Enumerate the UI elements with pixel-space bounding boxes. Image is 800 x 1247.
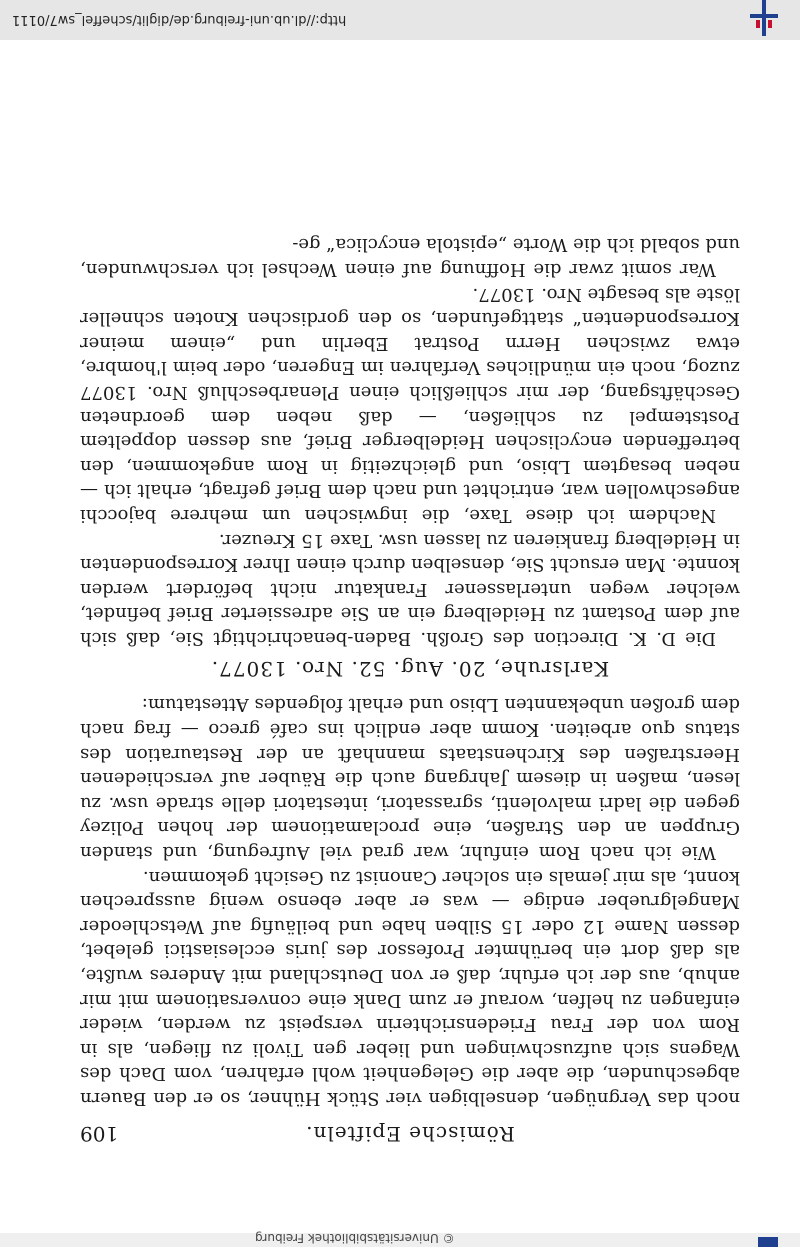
paragraph: Wie ich nach Rom einfuhr, war grad viel Aufregung, und standen Gruppen an den Straßen, eine proclamationem der hohen Polizey gegen die ladri malvolenti, sgrassatori, intestatori delle strade usw. zu lesen, maßen in diesem Jahrgang auch die Räuber auf verschiedenen Heerstraßen des Kirchenstaats mannhaft an der Restauration des status quo arbeiten. Komm aber endlich ins café greco — frag nach dem großen unbekannten Lbiso und erhalt folgendes Attestatum: xyxy=(80,694,740,864)
library-logo-small-icon xyxy=(758,1237,778,1247)
page-number: 109 xyxy=(80,1122,119,1146)
scanned-page xyxy=(80,110,740,1150)
scanned-page-viewport xyxy=(0,40,800,1233)
viewer-top-bar xyxy=(0,0,800,40)
library-logo-icon xyxy=(750,0,778,36)
page-header xyxy=(80,1110,740,1150)
source-url[interactable]: http://dl.ub.uni-freiburg.de/diglit/scheffel_sw7/0111 xyxy=(12,12,347,27)
paragraph: Nachdem ich diese Taxe, die ingwischen um mehrere bajocchi angeschwollen war, entrichtet und nach dem Brief gefragt, erhalt ich — neben besagtem Lbiso, und gleichzeitig in Rom angekommen, den betreffenden encyclischen Heidelberger Brief, aus dessen doppeltem Poststempel zu schließen, — daß neben dem geordneten Geschäftsgang, der mir schließlich einen Plenarbeschluß Nro. 13077 zuzog, noch ein mündliches Verfahren im Engeren, oder beim l'hombre, etwa zwischen Herrn Postrat Eberlin und „einem meiner Korrespondenten“ stattgefunden, so den gordischen Knoten schneller löste als besagte Nro. 13077. xyxy=(80,283,740,526)
copyright-notice: © Universitätsbibliothek Freiburg xyxy=(255,1231,455,1245)
paragraph: Die D. K. Direction des Großh. Baden-benachrichtigt Sie, daß sich auf dem Postamt zu Heidelberg ein an Sie adressierter Brief befindet, welcher wegen unterlassener Frankatur nicht befördert werden konnte. Man ersucht Sie, denselben durch einen Ihrer Korrespondenten in Heidelberg frankieren zu lassen usw. Taxe 15 Kreuzer. xyxy=(79,529,740,649)
viewer-bottom-bar xyxy=(0,1233,800,1247)
running-title: Römische Epifteln. xyxy=(305,1122,515,1146)
paragraph: War somit zwar die Hoffnung auf einen Wechsel ich verschwunden, und sobald ich die Worte „epistola encyclica“ ge- xyxy=(80,234,740,280)
paragraph: noch das Vergnügen, denselbigen vier Stück Hühner, so er den Bauern abgeschunden, die aber die Gelegenheit wohl erfahren, vom Dach des Wagens sich aufzuschwingen und lieber gen Tivoli zu fliegen, als in Rom von der Frau Friedensrichterin verspeist zu werden, wieder einfangen zu helfen, worauf er zum Dank eine conversationem mit mir anhub, aus der ich erfuhr, daß er von Deutschland mit Anderes wußte, als daß dort ein berühmter Professor des juris ecclesiastici gelebet, dessen Name 12 oder 15 Silben habe und beiläufig auf Wetschleoder Mangelgrueber endige — was er aber ebenso wenig aussprechen konnt, als mir jemals ein solcher Canonist zu Gesicht gekommen. xyxy=(80,866,740,1109)
letter-dateline: Karlsruhe, 20. Aug. 52. Nro. 13077. xyxy=(210,656,610,681)
